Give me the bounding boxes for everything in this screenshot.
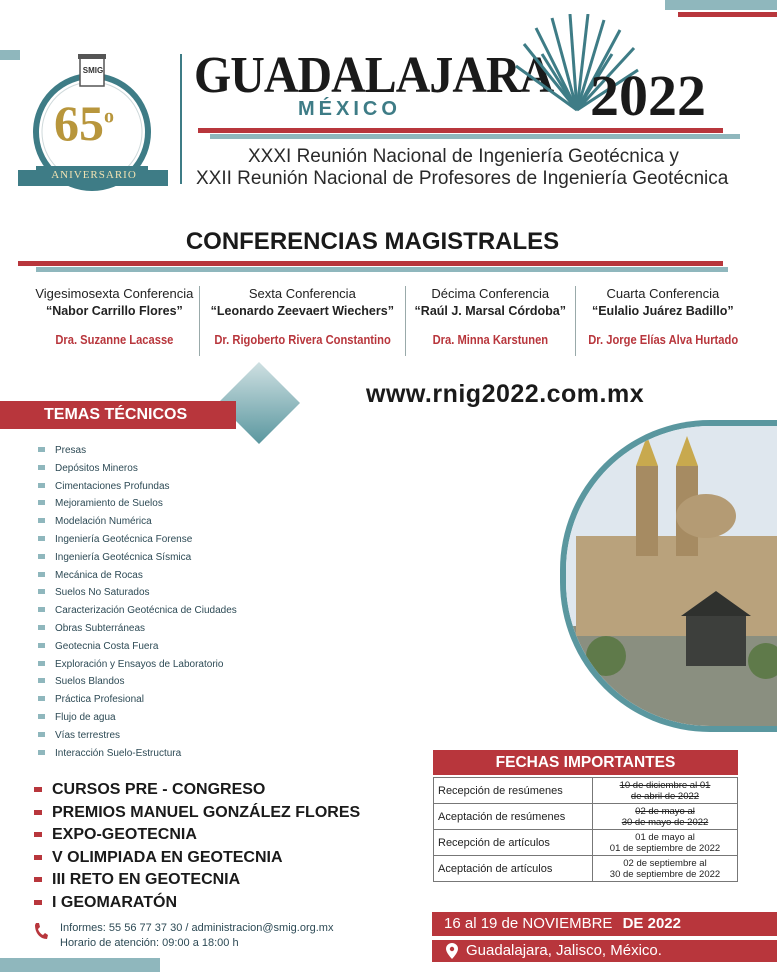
- conference-number: Sexta Conferencia: [248, 286, 356, 301]
- country-label: MÉXICO: [298, 98, 401, 120]
- cathedral-photo: [560, 420, 777, 732]
- list-item: III RETO EN GEOTECNIA: [34, 870, 360, 893]
- speaker-name: Dra. Suzanne Lacasse: [55, 332, 174, 347]
- list-item: Flujo de agua: [38, 711, 398, 729]
- location-banner: [432, 940, 777, 962]
- event-dates-banner: [432, 912, 777, 936]
- speaker-card: [575, 286, 750, 356]
- header-bar-teal: [210, 134, 740, 139]
- phone-icon: [34, 922, 48, 940]
- logo-acronym: SMIG: [82, 66, 104, 75]
- speaker-name: Dr. Jorge Elías Alva Hurtado: [587, 332, 738, 347]
- speaker-name: Dra. Minna Karstunen: [432, 332, 549, 347]
- topics-list: [38, 444, 398, 764]
- list-item: Interacción Suelo-Estructura: [38, 747, 398, 765]
- conference-name: “Raúl J. Marsal Córdoba”: [414, 304, 566, 318]
- speaker-name: Dr. Rigoberto Rivera Constantino: [214, 332, 391, 347]
- list-item: Caracterización Geotécnica de Ciudades: [38, 604, 398, 622]
- smig-anniversary-logo: [18, 52, 178, 192]
- list-item: Presas: [38, 444, 398, 462]
- top-bar-red: [678, 12, 777, 17]
- table-row: [434, 830, 738, 856]
- city-title: GUADALAJARA: [194, 47, 554, 104]
- subtitle-line-1: XXXI Reunión Nacional de Ingeniería Geotécnica y: [248, 146, 679, 167]
- date-value: 02 de mayo al 30 de mayo de 2022: [593, 804, 738, 830]
- subtitle-line-2: XXII Reunión Nacional de Profesores de Ingeniería Geotécnica: [196, 168, 729, 189]
- date-value: 10 de diciembre al 01 de abril de 2022: [593, 778, 738, 804]
- table-row: [434, 804, 738, 830]
- conference-name: “Eulalio Juárez Badillo”: [591, 304, 734, 318]
- conference-number: Cuarta Conferencia: [606, 286, 720, 301]
- left-bar-teal: [0, 50, 20, 60]
- date-label: Recepción de artículos: [434, 830, 593, 856]
- list-item: Mejoramiento de Suelos: [38, 497, 398, 515]
- top-bar-teal: [665, 0, 777, 10]
- date-label: Aceptación de resúmenes: [434, 804, 593, 830]
- header-divider: [180, 54, 182, 184]
- list-item: Modelación Numérica: [38, 515, 398, 533]
- conference-name: “Nabor Carrillo Flores”: [45, 304, 183, 318]
- list-item: PREMIOS MANUEL GONZÁLEZ FLORES: [34, 803, 360, 826]
- speaker-card: [405, 286, 575, 356]
- list-item: Suelos Blandos: [38, 675, 398, 693]
- bottom-bar-teal: [0, 958, 160, 972]
- table-row: [434, 856, 738, 882]
- list-item: Geotecnia Costa Fuera: [38, 640, 398, 658]
- date-value: 02 de septiembre al 30 de septiembre de 2022: [593, 856, 738, 882]
- list-item: Exploración y Ensayos de Laboratorio: [38, 658, 398, 676]
- conf-bar-teal: [36, 267, 728, 272]
- list-item: Suelos No Saturados: [38, 586, 398, 604]
- list-item: Cimentaciones Profundas: [38, 480, 398, 498]
- events-list: [34, 780, 360, 915]
- logo-anniversary-text: ANIVERSARIO: [51, 169, 137, 181]
- list-item: Vías terrestres: [38, 729, 398, 747]
- contact-hours: Horario de atención: 09:00 a 18:00 h: [60, 937, 239, 949]
- contact-phone-email: Informes: 55 56 77 37 30 / administracion@smig.org.mx: [60, 922, 334, 934]
- conferences-title: CONFERENCIAS MAGISTRALES: [185, 228, 560, 255]
- contact-info: [60, 921, 333, 951]
- speaker-card: [30, 286, 199, 356]
- list-item: CURSOS PRE - CONGRESO: [34, 780, 360, 803]
- dates-table: [433, 777, 738, 882]
- list-item: Ingeniería Geotécnica Sísmica: [38, 551, 398, 569]
- conference-name: “Leonardo Zeevaert Wiechers”: [210, 304, 394, 318]
- location-pin-icon: [446, 943, 458, 966]
- conference-number: Décima Conferencia: [431, 286, 550, 301]
- date-label: Aceptación de artículos: [434, 856, 593, 882]
- topics-title: TEMAS TÉCNICOS: [0, 401, 236, 429]
- event-date-range: 16 al 19 de NOVIEMBRE: [444, 915, 613, 932]
- year-title: 2022: [590, 63, 706, 128]
- conf-bar-red: [18, 261, 723, 266]
- list-item: Ingeniería Geotécnica Forense: [38, 533, 398, 551]
- speakers-row: [30, 286, 750, 356]
- speaker-card: [199, 286, 405, 356]
- list-item: I GEOMARATÓN: [34, 893, 360, 916]
- table-row: [434, 778, 738, 804]
- event-date-year: DE 2022: [622, 915, 681, 932]
- website-link[interactable]: www.rnig2022.com.mx: [366, 380, 645, 408]
- header-bar-red: [198, 128, 723, 133]
- list-item: Práctica Profesional: [38, 693, 398, 711]
- date-label: Recepción de resúmenes: [434, 778, 593, 804]
- list-item: EXPO-GEOTECNIA: [34, 825, 360, 848]
- logo-number: 65$^o$: [54, 95, 114, 151]
- list-item: Mecánica de Rocas: [38, 569, 398, 587]
- location-text: Guadalajara, Jalisco, México.: [466, 942, 662, 959]
- dates-title: FECHAS IMPORTANTES: [433, 750, 738, 775]
- date-value: 01 de mayo al 01 de septiembre de 2022: [593, 830, 738, 856]
- list-item: Depósitos Mineros: [38, 462, 398, 480]
- conference-number: Vigesimosexta Conferencia: [35, 286, 194, 301]
- list-item: V OLIMPIADA EN GEOTECNIA: [34, 848, 360, 871]
- list-item: Obras Subterráneas: [38, 622, 398, 640]
